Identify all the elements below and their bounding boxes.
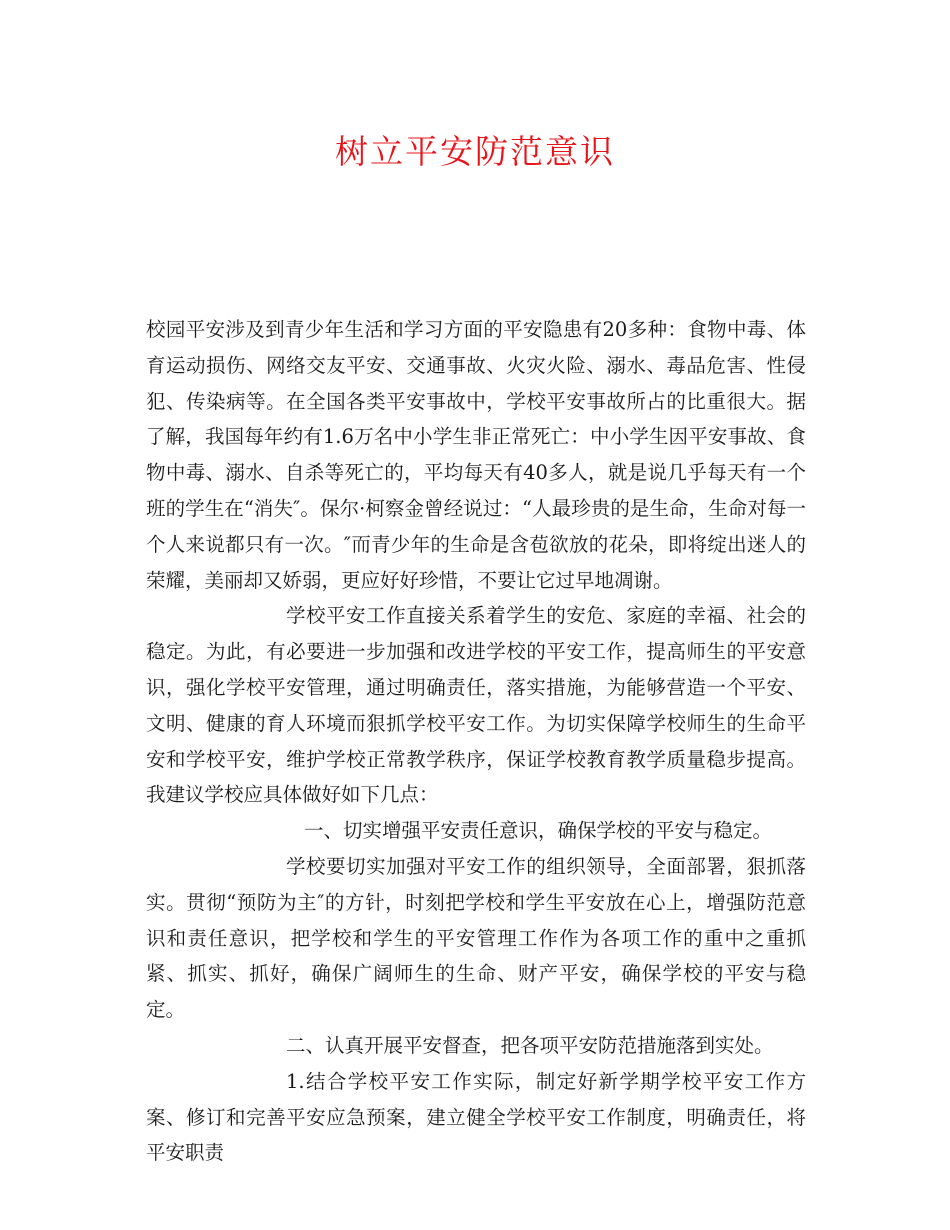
section-heading-1: 一、切实增强平安责任意识，确保学校的平安与稳定。 bbox=[304, 819, 773, 843]
document-title: 树立平安防范意识 bbox=[335, 132, 615, 171]
paragraph-intro: 校园平安涉及到青少年生活和学习方面的平安隐患有20多种：食物中毒、体育运动损伤、网络交友平安、交通事故、火灾火险、溺水、毒品危害、性侵犯、传染病等。在全国各类平安事故中，学校平安事故所占的比重很大。据了解，我国每年约有1.6万名中小学生非正常死亡：中小学生因平安事故、食物中毒、溺水、自杀等死亡的，平均每天有40多人，就是说几乎每天有一个班的学生在“消失″。保尔·柯察金曾经说过：“人最珍贵的是生命，生命对每一个人来说都只有一次。″而青少年的生命是含苞欲放的花朵，即将绽出迷人的荣耀，美丽却又娇弱，更应好好珍惜，不要让它过早地凋谢。 bbox=[146, 318, 806, 592]
paragraph-section-1: 学校要切实加强对平安工作的组织领导，全面部署，狠抓落实。贯彻“预防为主″的方针，时刻把学校和学生平安放在心上，增强防范意识和责任意识，把学校和学生的平安管理工作作为各项工作的重中之重抓紧、抓实、抓好，确保广阔师生的生命、财产平安，确保学校的平安与稳定。 bbox=[146, 854, 806, 1022]
paragraph-importance: 学校平安工作直接关系着学生的安危、家庭的幸福、社会的稳定。为此，有必要进一步加强和改进学校的平安工作，提高师生的平安意识，强化学校平安管理，通过明确责任，落实措施，为能够营造一个平安、文明、健康的育人环境而狠抓学校平安工作。为切实保障学校师生的生命平安和学校平安，维护学校正常教学秩序，保证学校教育教学质量稳步提高。我建议学校应具体做好如下几点： bbox=[146, 604, 806, 807]
paragraph-item-1: 1.结合学校平安工作实际，制定好新学期学校平安工作方案、修订和完善平安应急预案，建立健全学校平安工作制度，明确责任，将平安职责 bbox=[146, 1069, 806, 1165]
document-body bbox=[146, 312, 806, 1171]
section-heading-2: 二、认真开展平安督查，把各项平安防范措施落到实处。 bbox=[286, 1033, 774, 1057]
